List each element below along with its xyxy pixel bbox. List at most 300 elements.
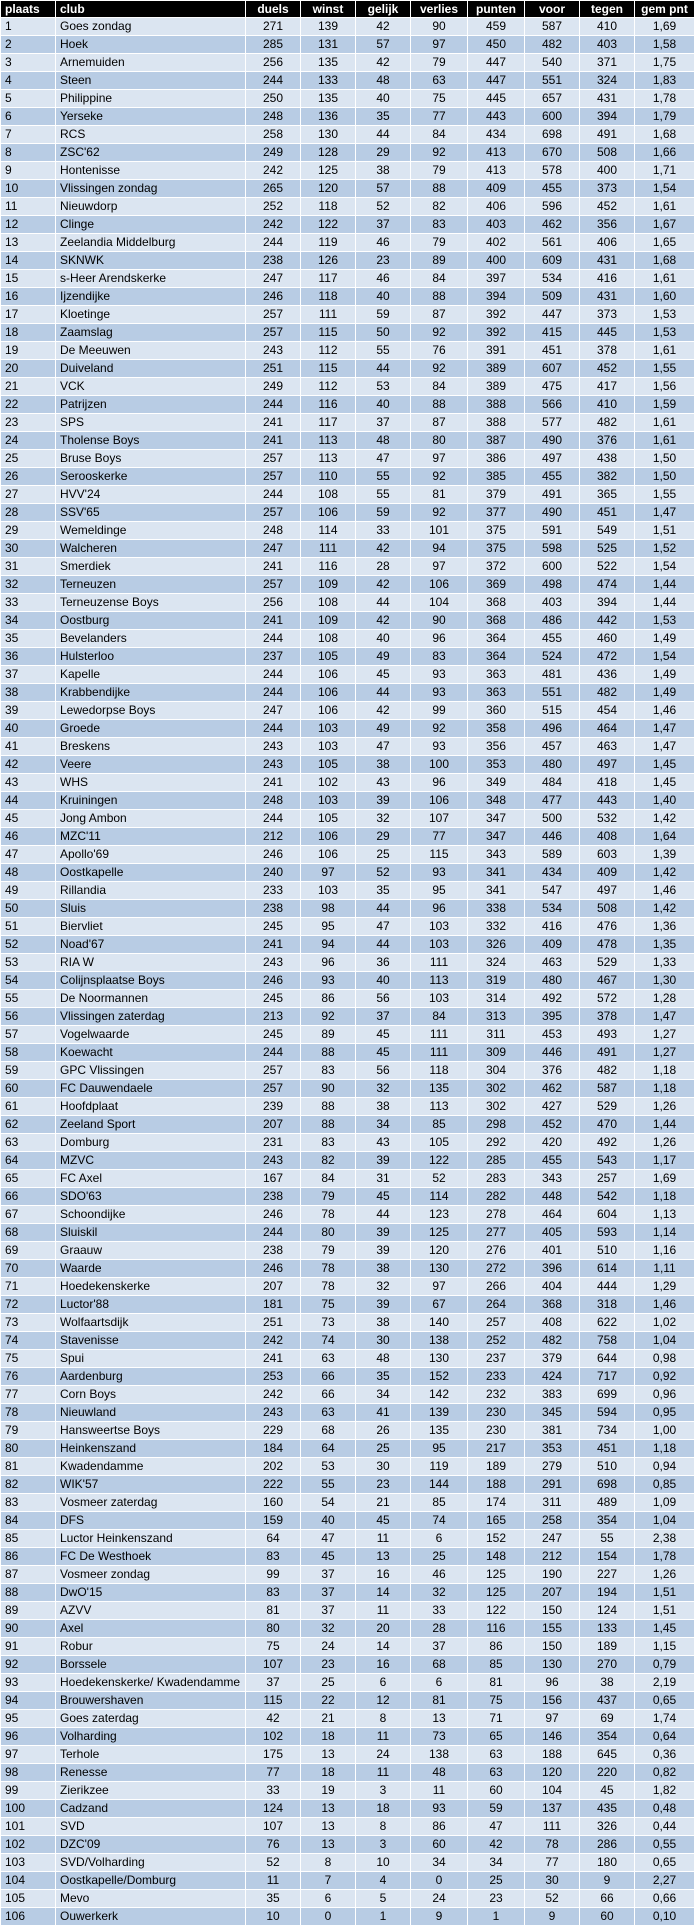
duels-cell: 257	[246, 306, 301, 324]
gelijk-cell: 40	[356, 396, 411, 414]
table-row	[1, 216, 694, 234]
duels-cell: 257	[246, 1062, 301, 1080]
duels-cell: 239	[246, 1098, 301, 1116]
tegen-cell: 451	[580, 1440, 635, 1458]
tegen-cell: 532	[580, 810, 635, 828]
winst-cell: 131	[301, 36, 356, 54]
table-row	[1, 324, 694, 342]
gem-pnt-cell: 1,39	[635, 846, 694, 864]
tegen-cell: 378	[580, 1008, 635, 1026]
duels-cell: 231	[246, 1134, 301, 1152]
gem-pnt-cell: 1,79	[635, 108, 694, 126]
tegen-cell: 482	[580, 1062, 635, 1080]
plaats-cell: 14	[1, 252, 56, 270]
table-row	[1, 1170, 694, 1188]
table-row	[1, 846, 694, 864]
winst-cell: 21	[301, 1710, 356, 1728]
tegen-cell: 529	[580, 954, 635, 972]
punten-cell: 59	[468, 1800, 525, 1818]
gem-pnt-cell: 0,10	[635, 1908, 694, 1926]
gelijk-cell: 32	[356, 810, 411, 828]
tegen-cell: 698	[580, 1476, 635, 1494]
verlies-cell: 32	[411, 1584, 468, 1602]
punten-cell: 379	[468, 486, 525, 504]
club-cell: Oostkapelle/Domburg	[56, 1872, 246, 1890]
duels-cell: 271	[246, 18, 301, 36]
gem-pnt-cell: 1,74	[635, 1710, 694, 1728]
tegen-cell: 418	[580, 774, 635, 792]
club-cell: De Noormannen	[56, 990, 246, 1008]
gelijk-cell: 46	[356, 234, 411, 252]
punten-cell: 152	[468, 1530, 525, 1548]
tegen-cell: 572	[580, 990, 635, 1008]
punten-cell: 434	[468, 126, 525, 144]
duels-cell: 238	[246, 1188, 301, 1206]
table-row	[1, 1386, 694, 1404]
plaats-cell: 33	[1, 594, 56, 612]
gelijk-cell: 34	[356, 1116, 411, 1134]
duels-cell: 243	[246, 738, 301, 756]
tegen-cell: 257	[580, 1170, 635, 1188]
club-cell: s-Heer Arendskerke	[56, 270, 246, 288]
duels-cell: 213	[246, 1008, 301, 1026]
verlies-cell: 74	[411, 1512, 468, 1530]
tegen-cell: 508	[580, 144, 635, 162]
verlies-cell: 34	[411, 1854, 468, 1872]
gem-pnt-cell: 1,04	[635, 1512, 694, 1530]
plaats-cell: 45	[1, 810, 56, 828]
gelijk-cell: 38	[356, 1314, 411, 1332]
gem-pnt-cell: 1,42	[635, 810, 694, 828]
winst-cell: 0	[301, 1908, 356, 1926]
tegen-cell: 410	[580, 396, 635, 414]
gem-pnt-cell: 1,49	[635, 630, 694, 648]
gem-pnt-cell: 1,29	[635, 1278, 694, 1296]
verlies-cell: 93	[411, 864, 468, 882]
duels-cell: 265	[246, 180, 301, 198]
verlies-cell: 125	[411, 1224, 468, 1242]
club-cell: Steen	[56, 72, 246, 90]
plaats-cell: 77	[1, 1386, 56, 1404]
gem-pnt-cell: 1,66	[635, 144, 694, 162]
gem-pnt-cell: 1,02	[635, 1314, 694, 1332]
verlies-cell: 105	[411, 1134, 468, 1152]
gelijk-cell: 3	[356, 1782, 411, 1800]
winst-cell: 112	[301, 378, 356, 396]
gem-pnt-cell: 1,78	[635, 1548, 694, 1566]
gem-pnt-cell: 0,65	[635, 1854, 694, 1872]
punten-cell: 343	[468, 846, 525, 864]
plaats-cell: 49	[1, 882, 56, 900]
voor-cell: 492	[525, 990, 580, 1008]
gelijk-cell: 39	[356, 1296, 411, 1314]
table-row	[1, 1584, 694, 1602]
punten-cell: 272	[468, 1260, 525, 1278]
gelijk-cell: 33	[356, 522, 411, 540]
plaats-cell: 105	[1, 1890, 56, 1908]
winst-cell: 7	[301, 1872, 356, 1890]
plaats-cell: 5	[1, 90, 56, 108]
punten-cell: 358	[468, 720, 525, 738]
club-cell: DZC'09	[56, 1836, 246, 1854]
club-cell: Rillandia	[56, 882, 246, 900]
tegen-cell: 525	[580, 540, 635, 558]
table-row	[1, 1566, 694, 1584]
tegen-cell: 493	[580, 1026, 635, 1044]
punten-cell: 304	[468, 1062, 525, 1080]
verlies-cell: 93	[411, 684, 468, 702]
gem-pnt-cell: 1,83	[635, 72, 694, 90]
tegen-cell: 400	[580, 162, 635, 180]
table-row	[1, 900, 694, 918]
table-row	[1, 1422, 694, 1440]
tegen-cell: 470	[580, 1116, 635, 1134]
punten-cell: 230	[468, 1422, 525, 1440]
gelijk-cell: 40	[356, 630, 411, 648]
duels-cell: 241	[246, 936, 301, 954]
plaats-cell: 59	[1, 1062, 56, 1080]
voor-cell: 515	[525, 702, 580, 720]
gem-pnt-cell: 1,53	[635, 306, 694, 324]
winst-cell: 18	[301, 1728, 356, 1746]
gelijk-cell: 12	[356, 1692, 411, 1710]
verlies-cell: 123	[411, 1206, 468, 1224]
duels-cell: 10	[246, 1908, 301, 1926]
verlies-cell: 93	[411, 738, 468, 756]
club-cell: Jong Ambon	[56, 810, 246, 828]
voor-cell: 130	[525, 1656, 580, 1674]
duels-cell: 243	[246, 954, 301, 972]
club-cell: Hoek	[56, 36, 246, 54]
winst-cell: 106	[301, 666, 356, 684]
winst-cell: 93	[301, 972, 356, 990]
plaats-cell: 51	[1, 918, 56, 936]
voor-cell: 279	[525, 1458, 580, 1476]
plaats-cell: 80	[1, 1440, 56, 1458]
gem-pnt-cell: 1,18	[635, 1080, 694, 1098]
punten-cell: 368	[468, 612, 525, 630]
punten-cell: 388	[468, 414, 525, 432]
verlies-cell: 115	[411, 846, 468, 864]
plaats-cell: 74	[1, 1332, 56, 1350]
club-cell: Heinkenszand	[56, 1440, 246, 1458]
club-cell: Vlissingen zaterdag	[56, 1008, 246, 1026]
winst-cell: 116	[301, 558, 356, 576]
duels-cell: 247	[246, 540, 301, 558]
duels-cell: 243	[246, 1152, 301, 1170]
plaats-cell: 89	[1, 1602, 56, 1620]
gem-pnt-cell: 1,60	[635, 288, 694, 306]
plaats-cell: 8	[1, 144, 56, 162]
voor-cell: 490	[525, 504, 580, 522]
table-row	[1, 1314, 694, 1332]
voor-cell: 534	[525, 900, 580, 918]
winst-cell: 22	[301, 1692, 356, 1710]
tegen-cell: 734	[580, 1422, 635, 1440]
duels-cell: 107	[246, 1656, 301, 1674]
plaats-cell: 15	[1, 270, 56, 288]
gem-pnt-cell: 0,44	[635, 1818, 694, 1836]
voor-cell: 607	[525, 360, 580, 378]
table-row	[1, 1188, 694, 1206]
gelijk-cell: 45	[356, 666, 411, 684]
voor-cell: 190	[525, 1566, 580, 1584]
gem-pnt-cell: 1,11	[635, 1260, 694, 1278]
winst-cell: 105	[301, 810, 356, 828]
tegen-cell: 154	[580, 1548, 635, 1566]
club-cell: Robur	[56, 1638, 246, 1656]
punten-cell: 285	[468, 1152, 525, 1170]
duels-cell: 258	[246, 126, 301, 144]
duels-cell: 243	[246, 756, 301, 774]
verlies-cell: 83	[411, 648, 468, 666]
table-row	[1, 1440, 694, 1458]
gem-pnt-cell: 0,96	[635, 1386, 694, 1404]
punten-cell: 386	[468, 450, 525, 468]
gelijk-cell: 38	[356, 1098, 411, 1116]
punten-cell: 392	[468, 324, 525, 342]
tegen-cell: 406	[580, 234, 635, 252]
table-row	[1, 1836, 694, 1854]
verlies-cell: 76	[411, 342, 468, 360]
duels-cell: 202	[246, 1458, 301, 1476]
club-cell: Vosmeer zaterdag	[56, 1494, 246, 1512]
duels-cell: 245	[246, 918, 301, 936]
plaats-cell: 20	[1, 360, 56, 378]
winst-cell: 18	[301, 1764, 356, 1782]
tegen-cell: 133	[580, 1620, 635, 1638]
verlies-cell: 92	[411, 504, 468, 522]
punten-cell: 34	[468, 1854, 525, 1872]
gelijk-cell: 39	[356, 1242, 411, 1260]
voor-cell: 600	[525, 558, 580, 576]
table-row	[1, 18, 694, 36]
gelijk-cell: 23	[356, 1476, 411, 1494]
table-row	[1, 1908, 694, 1926]
gelijk-cell: 44	[356, 900, 411, 918]
duels-cell: 77	[246, 1764, 301, 1782]
verlies-cell: 81	[411, 486, 468, 504]
verlies-cell: 111	[411, 954, 468, 972]
voor-cell: 97	[525, 1710, 580, 1728]
voor-cell: 446	[525, 1044, 580, 1062]
plaats-cell: 55	[1, 990, 56, 1008]
gelijk-cell: 44	[356, 936, 411, 954]
gem-pnt-cell: 1,50	[635, 468, 694, 486]
table-row	[1, 558, 694, 576]
tegen-cell: 460	[580, 630, 635, 648]
punten-cell: 174	[468, 1494, 525, 1512]
duels-cell: 80	[246, 1620, 301, 1638]
plaats-cell: 106	[1, 1908, 56, 1926]
club-cell: MZVC	[56, 1152, 246, 1170]
gelijk-cell: 14	[356, 1638, 411, 1656]
voor-cell: 551	[525, 684, 580, 702]
gelijk-cell: 44	[356, 360, 411, 378]
gelijk-cell: 45	[356, 1512, 411, 1530]
voor-cell: 427	[525, 1098, 580, 1116]
punten-cell: 25	[468, 1872, 525, 1890]
duels-cell: 240	[246, 864, 301, 882]
verlies-cell: 92	[411, 360, 468, 378]
plaats-cell: 12	[1, 216, 56, 234]
gem-pnt-cell: 0,36	[635, 1746, 694, 1764]
table-row	[1, 144, 694, 162]
plaats-cell: 7	[1, 126, 56, 144]
plaats-cell: 91	[1, 1638, 56, 1656]
gelijk-cell: 35	[356, 108, 411, 126]
voor-cell: 146	[525, 1728, 580, 1746]
club-cell: Sluis	[56, 900, 246, 918]
voor-cell: 462	[525, 1080, 580, 1098]
gelijk-cell: 8	[356, 1710, 411, 1728]
winst-cell: 109	[301, 612, 356, 630]
punten-cell: 237	[468, 1350, 525, 1368]
duels-cell: 238	[246, 900, 301, 918]
voor-cell: 452	[525, 1116, 580, 1134]
gelijk-cell: 47	[356, 738, 411, 756]
duels-cell: 257	[246, 468, 301, 486]
tegen-cell: 324	[580, 72, 635, 90]
winst-cell: 135	[301, 54, 356, 72]
voor-cell: 395	[525, 1008, 580, 1026]
punten-cell: 47	[468, 1818, 525, 1836]
club-cell: Ijzendijke	[56, 288, 246, 306]
tegen-cell: 326	[580, 1818, 635, 1836]
plaats-cell: 16	[1, 288, 56, 306]
club-cell: SVD/Volharding	[56, 1854, 246, 1872]
duels-cell: 250	[246, 90, 301, 108]
gelijk-cell: 13	[356, 1548, 411, 1566]
table-row	[1, 1854, 694, 1872]
verlies-cell: 9	[411, 1908, 468, 1926]
verlies-cell: 13	[411, 1710, 468, 1728]
verlies-cell: 144	[411, 1476, 468, 1494]
plaats-cell: 86	[1, 1548, 56, 1566]
gem-pnt-cell: 1,49	[635, 666, 694, 684]
voor-cell: 462	[525, 216, 580, 234]
winst-cell: 108	[301, 594, 356, 612]
voor-cell: 486	[525, 612, 580, 630]
verlies-cell: 96	[411, 900, 468, 918]
plaats-cell: 73	[1, 1314, 56, 1332]
plaats-cell: 31	[1, 558, 56, 576]
club-cell: Waarde	[56, 1260, 246, 1278]
tegen-cell: 408	[580, 828, 635, 846]
table-row	[1, 594, 694, 612]
gem-pnt-cell: 0,65	[635, 1692, 694, 1710]
punten-cell: 125	[468, 1566, 525, 1584]
club-cell: GPC Vlissingen	[56, 1062, 246, 1080]
gem-pnt-cell: 2,38	[635, 1530, 694, 1548]
duels-cell: 244	[246, 684, 301, 702]
club-cell: SPS	[56, 414, 246, 432]
tegen-cell: 431	[580, 252, 635, 270]
table-row	[1, 1746, 694, 1764]
winst-cell: 117	[301, 414, 356, 432]
winst-cell: 84	[301, 1170, 356, 1188]
plaats-cell: 78	[1, 1404, 56, 1422]
winst-cell: 128	[301, 144, 356, 162]
winst-cell: 40	[301, 1512, 356, 1530]
club-cell: WIK'57	[56, 1476, 246, 1494]
verlies-cell: 120	[411, 1242, 468, 1260]
gem-pnt-cell: 1,26	[635, 1566, 694, 1584]
club-cell: Clinge	[56, 216, 246, 234]
voor-cell: 416	[525, 918, 580, 936]
duels-cell: 33	[246, 1782, 301, 1800]
plaats-cell: 67	[1, 1206, 56, 1224]
gelijk-cell: 40	[356, 90, 411, 108]
gelijk-cell: 47	[356, 918, 411, 936]
punten-cell: 257	[468, 1314, 525, 1332]
plaats-cell: 52	[1, 936, 56, 954]
gem-pnt-cell: 1,61	[635, 198, 694, 216]
winst-cell: 135	[301, 90, 356, 108]
gelijk-cell: 6	[356, 1674, 411, 1692]
verlies-cell: 93	[411, 1800, 468, 1818]
tegen-cell: 354	[580, 1728, 635, 1746]
winst-cell: 112	[301, 342, 356, 360]
voor-cell: 188	[525, 1746, 580, 1764]
gem-pnt-cell: 1,82	[635, 1782, 694, 1800]
gem-pnt-cell: 1,46	[635, 882, 694, 900]
gelijk-cell: 29	[356, 144, 411, 162]
plaats-cell: 54	[1, 972, 56, 990]
duels-cell: 222	[246, 1476, 301, 1494]
table-row	[1, 1152, 694, 1170]
punten-cell: 60	[468, 1782, 525, 1800]
winst-cell: 103	[301, 882, 356, 900]
punten-cell: 445	[468, 90, 525, 108]
table-row	[1, 1530, 694, 1548]
punten-cell: 188	[468, 1476, 525, 1494]
punten-cell: 413	[468, 144, 525, 162]
plaats-cell: 87	[1, 1566, 56, 1584]
plaats-cell: 100	[1, 1800, 56, 1818]
header-winst: winst	[301, 1, 356, 18]
punten-cell: 387	[468, 432, 525, 450]
voor-cell: 78	[525, 1836, 580, 1854]
gem-pnt-cell: 1,51	[635, 522, 694, 540]
club-cell: Hoedekenskerke	[56, 1278, 246, 1296]
plaats-cell: 36	[1, 648, 56, 666]
tegen-cell: 60	[580, 1908, 635, 1926]
gem-pnt-cell: 0,79	[635, 1656, 694, 1674]
verlies-cell: 130	[411, 1350, 468, 1368]
tegen-cell: 489	[580, 1494, 635, 1512]
winst-cell: 66	[301, 1386, 356, 1404]
winst-cell: 64	[301, 1440, 356, 1458]
verlies-cell: 90	[411, 18, 468, 36]
voor-cell: 446	[525, 828, 580, 846]
table-row	[1, 648, 694, 666]
plaats-cell: 22	[1, 396, 56, 414]
gem-pnt-cell: 1,26	[635, 1134, 694, 1152]
tegen-cell: 463	[580, 738, 635, 756]
voor-cell: 587	[525, 18, 580, 36]
gem-pnt-cell: 1,47	[635, 1008, 694, 1026]
gem-pnt-cell: 1,58	[635, 36, 694, 54]
tegen-cell: 66	[580, 1890, 635, 1908]
gelijk-cell: 52	[356, 864, 411, 882]
voor-cell: 484	[525, 774, 580, 792]
verlies-cell: 83	[411, 216, 468, 234]
club-cell: Ouwerkerk	[56, 1908, 246, 1926]
winst-cell: 114	[301, 522, 356, 540]
duels-cell: 285	[246, 36, 301, 54]
winst-cell: 83	[301, 1134, 356, 1152]
